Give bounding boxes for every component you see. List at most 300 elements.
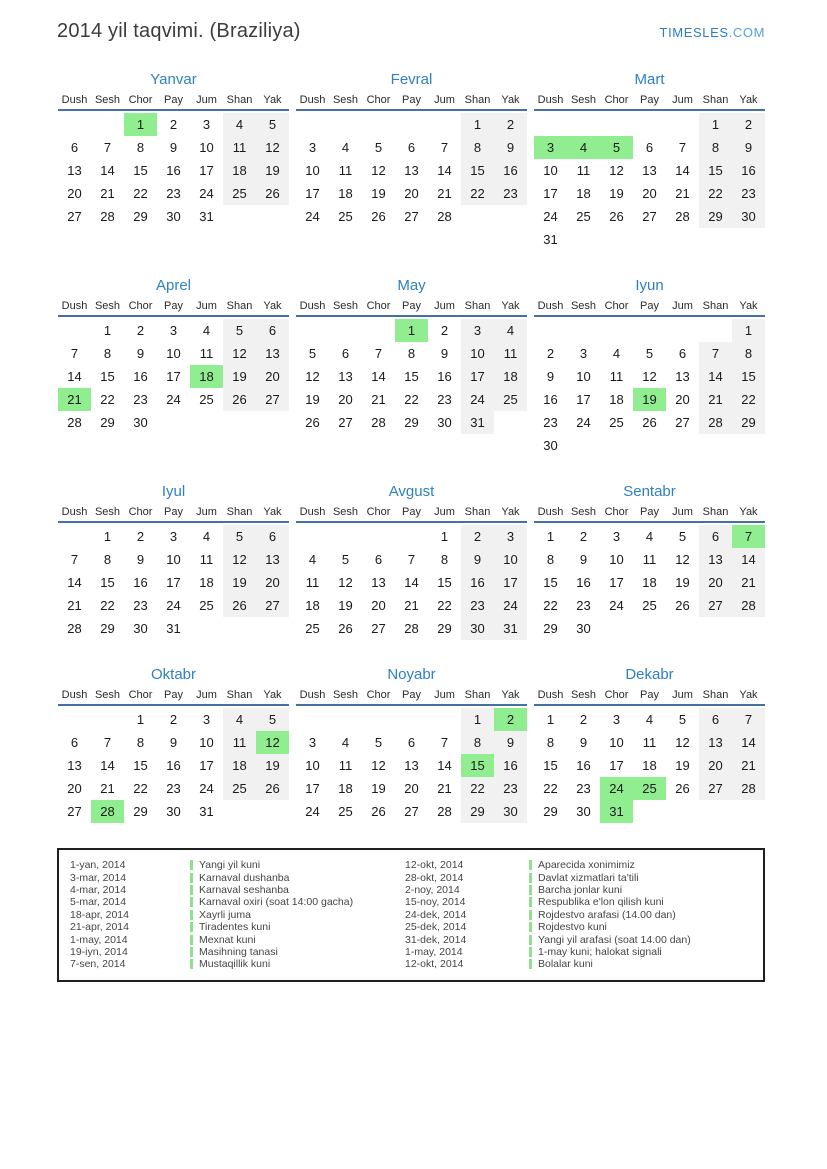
legend-date: 31-dek, 2014 bbox=[405, 933, 467, 946]
day-cell bbox=[91, 708, 124, 731]
day-cell bbox=[633, 617, 666, 640]
holiday-marker-icon bbox=[190, 860, 193, 870]
legend-label: Karnaval oxiri (soat 14:00 gacha) bbox=[199, 896, 354, 909]
weekday-label: Dush bbox=[299, 94, 326, 106]
day-cell: 3 bbox=[202, 712, 211, 727]
day-cell: 3 bbox=[169, 529, 178, 544]
day-cell: 5 bbox=[678, 529, 687, 544]
day-cell: 16 bbox=[166, 163, 181, 178]
day-cell: 22 bbox=[437, 598, 452, 613]
day-cell: 23 bbox=[576, 598, 591, 613]
day-cell: 18 bbox=[338, 186, 353, 201]
weekday-label: Dush bbox=[299, 506, 326, 518]
day-cell: 21 bbox=[404, 598, 419, 613]
day-cell: 7 bbox=[70, 552, 79, 567]
day-cell: 5 bbox=[678, 712, 687, 727]
holiday-day-cell: 25 bbox=[633, 777, 666, 800]
day-cell: 18 bbox=[609, 392, 624, 407]
days-grid bbox=[58, 708, 289, 823]
day-cell bbox=[699, 319, 732, 342]
day-cell: 10 bbox=[199, 140, 214, 155]
legend-date: 21-apr, 2014 bbox=[70, 921, 129, 934]
day-cell: 17 bbox=[305, 781, 320, 796]
day-cell: 26 bbox=[675, 598, 690, 613]
site-link[interactable] bbox=[660, 25, 765, 40]
legend-row bbox=[405, 859, 755, 871]
legend-row bbox=[405, 921, 755, 933]
weekday-label: Chor bbox=[604, 300, 629, 312]
day-cell: 14 bbox=[371, 369, 386, 384]
day-cell: 26 bbox=[338, 621, 353, 636]
day-cell: 2 bbox=[579, 712, 588, 727]
day-cell bbox=[157, 411, 190, 434]
day-cell bbox=[296, 708, 329, 731]
day-cell: 17 bbox=[461, 365, 494, 388]
weekday-label: Pay bbox=[402, 506, 421, 518]
day-cell bbox=[666, 617, 699, 640]
day-cell: 4 bbox=[645, 712, 654, 727]
weekday-label: Chor bbox=[366, 300, 391, 312]
legend-label: Rojdestvo kuni bbox=[538, 921, 607, 934]
day-cell: 26 bbox=[223, 594, 256, 617]
day-cell: 15 bbox=[732, 365, 765, 388]
day-cell: 20 bbox=[67, 186, 82, 201]
day-cell bbox=[600, 434, 633, 457]
day-cell: 3 bbox=[202, 117, 211, 132]
day-cell: 15 bbox=[133, 163, 148, 178]
day-cell: 7 bbox=[103, 735, 112, 750]
day-cell: 10 bbox=[494, 548, 527, 571]
day-cell: 6 bbox=[70, 140, 79, 155]
legend-label: Bolalar kuni bbox=[538, 958, 593, 971]
legend-date: 15-noy, 2014 bbox=[405, 896, 466, 909]
day-cell bbox=[732, 617, 765, 640]
day-cell: 1 bbox=[546, 529, 555, 544]
day-cell: 29 bbox=[461, 800, 494, 823]
legend-date: 18-apr, 2014 bbox=[70, 908, 129, 921]
day-cell bbox=[732, 228, 765, 251]
days-grid bbox=[296, 525, 527, 640]
day-cell: 29 bbox=[100, 621, 115, 636]
legend-column-right bbox=[405, 859, 755, 971]
holiday-day-cell: 31 bbox=[600, 800, 633, 823]
day-cell: 5 bbox=[256, 708, 289, 731]
day-cell: 7 bbox=[374, 346, 383, 361]
month-noyabr bbox=[296, 666, 527, 823]
weekday-label: Shan bbox=[464, 300, 491, 312]
day-cell: 5 bbox=[374, 140, 383, 155]
day-cell: 26 bbox=[305, 415, 320, 430]
day-cell: 16 bbox=[461, 571, 494, 594]
day-cell: 1 bbox=[461, 708, 494, 731]
legend-row bbox=[70, 946, 405, 958]
holiday-day-cell: 24 bbox=[600, 777, 633, 800]
day-cell bbox=[699, 228, 732, 251]
day-cell: 19 bbox=[371, 186, 386, 201]
weekday-label: Chor bbox=[604, 94, 629, 106]
holiday-legend bbox=[57, 848, 765, 982]
holiday-day-cell: 1 bbox=[395, 319, 428, 342]
day-cell: 4 bbox=[341, 140, 350, 155]
day-cell: 24 bbox=[305, 804, 320, 819]
day-cell: 23 bbox=[494, 182, 527, 205]
day-cell: 26 bbox=[223, 388, 256, 411]
day-cell: 6 bbox=[70, 735, 79, 750]
day-cell: 9 bbox=[440, 346, 449, 361]
day-cell: 19 bbox=[256, 754, 289, 777]
day-cell: 19 bbox=[305, 392, 320, 407]
day-cell: 24 bbox=[166, 598, 181, 613]
day-cell: 25 bbox=[223, 182, 256, 205]
day-cell: 31 bbox=[543, 232, 558, 247]
day-cell bbox=[190, 617, 223, 640]
day-cell: 4 bbox=[494, 319, 527, 342]
weekday-label: Sesh bbox=[94, 506, 121, 518]
day-cell: 13 bbox=[256, 548, 289, 571]
weekday-header-row bbox=[534, 300, 765, 317]
weekday-header-row bbox=[58, 689, 289, 706]
day-cell: 2 bbox=[136, 529, 145, 544]
day-cell: 1 bbox=[732, 319, 765, 342]
day-cell bbox=[58, 708, 91, 731]
day-cell bbox=[329, 525, 362, 548]
day-cell: 12 bbox=[305, 369, 320, 384]
day-cell: 1 bbox=[440, 529, 449, 544]
days-grid bbox=[296, 708, 527, 823]
legend-label: 1-may kuni; halokat signali bbox=[538, 945, 662, 958]
legend-label: Yangi yil kuni bbox=[199, 859, 261, 872]
month-title: Iyul bbox=[161, 483, 186, 500]
day-cell: 27 bbox=[699, 594, 732, 617]
weekday-label: Shan bbox=[226, 94, 253, 106]
legend-date: 24-dek, 2014 bbox=[405, 908, 467, 921]
day-cell: 7 bbox=[699, 342, 732, 365]
day-cell: 4 bbox=[308, 552, 317, 567]
holiday-day-cell: 2 bbox=[494, 708, 527, 731]
day-cell: 11 bbox=[223, 731, 256, 754]
day-cell: 26 bbox=[256, 777, 289, 800]
day-cell bbox=[699, 434, 732, 457]
month-title: Mart bbox=[634, 71, 665, 88]
weekday-label: Pay bbox=[164, 506, 183, 518]
day-cell: 17 bbox=[494, 571, 527, 594]
day-cell: 2 bbox=[579, 529, 588, 544]
day-cell: 2 bbox=[461, 525, 494, 548]
holiday-marker-icon bbox=[529, 873, 532, 883]
day-cell bbox=[296, 113, 329, 136]
day-cell: 20 bbox=[338, 392, 353, 407]
weekday-label: Yak bbox=[501, 506, 520, 518]
day-cell: 4 bbox=[223, 113, 256, 136]
weekday-label: Shan bbox=[464, 94, 491, 106]
day-cell: 20 bbox=[404, 186, 419, 201]
day-cell: 5 bbox=[256, 113, 289, 136]
day-cell: 17 bbox=[166, 369, 181, 384]
day-cell: 24 bbox=[494, 594, 527, 617]
day-cell: 18 bbox=[642, 758, 657, 773]
day-cell: 27 bbox=[256, 388, 289, 411]
day-cell: 7 bbox=[407, 552, 416, 567]
day-cell: 24 bbox=[199, 781, 214, 796]
day-cell: 22 bbox=[543, 781, 558, 796]
day-cell: 5 bbox=[308, 346, 317, 361]
day-cell: 21 bbox=[100, 186, 115, 201]
weekday-label: Chor bbox=[604, 689, 629, 701]
day-cell: 25 bbox=[609, 415, 624, 430]
day-cell: 13 bbox=[256, 342, 289, 365]
day-cell: 25 bbox=[223, 777, 256, 800]
weekday-label: Jum bbox=[434, 506, 455, 518]
month-title: Oktabr bbox=[150, 666, 196, 683]
weekday-label: Jum bbox=[672, 300, 693, 312]
legend-date: 12-okt, 2014 bbox=[405, 958, 464, 971]
weekday-label: Shan bbox=[702, 506, 729, 518]
day-cell: 18 bbox=[305, 598, 320, 613]
day-cell bbox=[567, 319, 600, 342]
day-cell bbox=[329, 113, 362, 136]
day-cell: 23 bbox=[133, 598, 148, 613]
day-cell: 12 bbox=[256, 136, 289, 159]
weekday-label: Dush bbox=[537, 506, 564, 518]
legend-row bbox=[70, 871, 405, 883]
legend-label: Barcha jonlar kuni bbox=[538, 883, 623, 896]
legend-label: Masihning tanasi bbox=[199, 945, 278, 958]
day-cell: 14 bbox=[404, 575, 419, 590]
day-cell: 1 bbox=[136, 712, 145, 727]
weekday-header-row bbox=[534, 506, 765, 523]
day-cell: 27 bbox=[699, 777, 732, 800]
day-cell: 28 bbox=[437, 804, 452, 819]
day-cell: 23 bbox=[494, 777, 527, 800]
weekday-label: Pay bbox=[164, 300, 183, 312]
holiday-marker-icon bbox=[529, 910, 532, 920]
day-cell: 3 bbox=[461, 319, 494, 342]
legend-row bbox=[70, 921, 405, 933]
day-cell: 29 bbox=[133, 804, 148, 819]
day-cell: 8 bbox=[407, 346, 416, 361]
page-header bbox=[0, 0, 827, 43]
weekday-label: Jum bbox=[196, 300, 217, 312]
weekday-label: Jum bbox=[434, 300, 455, 312]
month-title: Dekabr bbox=[625, 666, 674, 683]
legend-row bbox=[405, 946, 755, 958]
day-cell: 17 bbox=[609, 575, 624, 590]
site-link-tld: .COM bbox=[728, 25, 765, 40]
weekday-label: Jum bbox=[196, 506, 217, 518]
weekday-label: Yak bbox=[739, 506, 758, 518]
weekday-header-row bbox=[296, 689, 527, 706]
day-cell: 16 bbox=[494, 754, 527, 777]
day-cell: 13 bbox=[404, 758, 419, 773]
day-cell bbox=[256, 617, 289, 640]
day-cell bbox=[395, 113, 428, 136]
day-cell: 13 bbox=[404, 163, 419, 178]
weekday-label: Sesh bbox=[94, 94, 121, 106]
day-cell: 22 bbox=[461, 182, 494, 205]
day-cell: 10 bbox=[166, 552, 181, 567]
day-cell: 27 bbox=[404, 804, 419, 819]
weekday-label: Sesh bbox=[570, 506, 597, 518]
weekday-label: Jum bbox=[434, 94, 455, 106]
legend-row bbox=[70, 958, 405, 970]
day-cell: 18 bbox=[338, 781, 353, 796]
weekday-label: Pay bbox=[640, 506, 659, 518]
day-cell: 16 bbox=[576, 575, 591, 590]
weekday-label: Chor bbox=[366, 506, 391, 518]
day-cell bbox=[633, 113, 666, 136]
legend-label: Mexnat kuni bbox=[199, 933, 256, 946]
day-cell: 9 bbox=[136, 346, 145, 361]
weekday-label: Sesh bbox=[570, 94, 597, 106]
weekday-label: Dush bbox=[537, 94, 564, 106]
day-cell: 15 bbox=[461, 159, 494, 182]
day-cell: 13 bbox=[642, 163, 657, 178]
day-cell: 15 bbox=[543, 575, 558, 590]
day-cell: 12 bbox=[675, 735, 690, 750]
day-cell: 8 bbox=[103, 346, 112, 361]
holiday-marker-icon bbox=[190, 885, 193, 895]
day-cell: 15 bbox=[100, 575, 115, 590]
day-cell: 25 bbox=[199, 598, 214, 613]
weekday-label: Shan bbox=[226, 506, 253, 518]
day-cell: 24 bbox=[166, 392, 181, 407]
day-cell: 28 bbox=[675, 209, 690, 224]
weekday-label: Jum bbox=[434, 689, 455, 701]
month-fevral bbox=[296, 71, 527, 228]
day-cell: 28 bbox=[67, 621, 82, 636]
day-cell: 7 bbox=[732, 708, 765, 731]
days-grid bbox=[58, 113, 289, 228]
day-cell: 6 bbox=[699, 525, 732, 548]
day-cell: 17 bbox=[305, 186, 320, 201]
weekday-label: Yak bbox=[501, 689, 520, 701]
day-cell: 8 bbox=[546, 735, 555, 750]
legend-label: Mustaqillik kuni bbox=[199, 958, 271, 971]
day-cell: 24 bbox=[461, 388, 494, 411]
weekday-header-row bbox=[534, 689, 765, 706]
day-cell: 2 bbox=[169, 117, 178, 132]
day-cell: 11 bbox=[576, 163, 591, 178]
day-cell: 9 bbox=[494, 136, 527, 159]
legend-date: 1-may, 2014 bbox=[70, 933, 128, 946]
day-cell: 14 bbox=[675, 163, 690, 178]
holiday-marker-icon bbox=[190, 910, 193, 920]
holiday-day-cell: 12 bbox=[256, 731, 289, 754]
day-cell bbox=[190, 411, 223, 434]
day-cell: 16 bbox=[732, 159, 765, 182]
day-cell: 17 bbox=[199, 758, 214, 773]
legend-label: Rojdestvo arafasi (14.00 dan) bbox=[538, 908, 676, 921]
day-cell: 3 bbox=[579, 346, 588, 361]
day-cell: 16 bbox=[543, 392, 558, 407]
day-cell: 16 bbox=[133, 369, 148, 384]
day-cell bbox=[600, 617, 633, 640]
holiday-day-cell: 19 bbox=[633, 388, 666, 411]
holiday-marker-icon bbox=[190, 935, 193, 945]
day-cell bbox=[666, 319, 699, 342]
day-cell: 8 bbox=[699, 136, 732, 159]
day-cell: 27 bbox=[67, 209, 82, 224]
day-cell bbox=[362, 319, 395, 342]
day-cell: 3 bbox=[169, 323, 178, 338]
holiday-day-cell: 28 bbox=[91, 800, 124, 823]
day-cell: 4 bbox=[202, 323, 211, 338]
day-cell: 29 bbox=[699, 205, 732, 228]
day-cell: 24 bbox=[543, 209, 558, 224]
day-cell: 2 bbox=[494, 113, 527, 136]
weekday-label: Sesh bbox=[332, 94, 359, 106]
weekday-label: Pay bbox=[402, 689, 421, 701]
weekday-label: Pay bbox=[402, 94, 421, 106]
day-cell: 16 bbox=[576, 758, 591, 773]
weekday-header-row bbox=[296, 94, 527, 111]
legend-row bbox=[405, 909, 755, 921]
month-title: Noyabr bbox=[387, 666, 436, 683]
month-may bbox=[296, 277, 527, 434]
legend-date: 5-mar, 2014 bbox=[70, 896, 127, 909]
day-cell: 14 bbox=[699, 365, 732, 388]
month-mart bbox=[534, 71, 765, 251]
day-cell: 1 bbox=[103, 529, 112, 544]
day-cell bbox=[296, 525, 329, 548]
day-cell: 2 bbox=[732, 113, 765, 136]
day-cell: 10 bbox=[461, 342, 494, 365]
weekday-label: Yak bbox=[739, 94, 758, 106]
weekday-header-row bbox=[58, 94, 289, 111]
weekday-label: Shan bbox=[464, 689, 491, 701]
day-cell: 4 bbox=[202, 529, 211, 544]
day-cell: 2 bbox=[546, 346, 555, 361]
legend-row bbox=[405, 871, 755, 883]
day-cell: 7 bbox=[440, 140, 449, 155]
day-cell: 14 bbox=[100, 758, 115, 773]
month-title: Iyun bbox=[635, 277, 664, 294]
day-cell: 19 bbox=[223, 365, 256, 388]
day-cell bbox=[534, 113, 567, 136]
day-cell: 9 bbox=[579, 552, 588, 567]
day-cell: 21 bbox=[67, 598, 82, 613]
weekday-label: Chor bbox=[366, 689, 391, 701]
weekday-label: Yak bbox=[263, 300, 282, 312]
day-cell: 7 bbox=[440, 735, 449, 750]
days-grid bbox=[296, 319, 527, 434]
day-cell: 17 bbox=[609, 758, 624, 773]
weekday-label: Dush bbox=[299, 689, 326, 701]
legend-label: Xayrli juma bbox=[199, 908, 251, 921]
weekday-label: Pay bbox=[640, 94, 659, 106]
day-cell: 23 bbox=[437, 392, 452, 407]
day-cell: 24 bbox=[609, 598, 624, 613]
day-cell: 30 bbox=[133, 415, 148, 430]
day-cell: 22 bbox=[133, 186, 148, 201]
day-cell: 29 bbox=[543, 804, 558, 819]
day-cell: 29 bbox=[437, 621, 452, 636]
day-cell: 21 bbox=[699, 388, 732, 411]
holiday-marker-icon bbox=[190, 959, 193, 969]
day-cell: 28 bbox=[371, 415, 386, 430]
month-yanvar bbox=[58, 71, 289, 228]
day-cell: 15 bbox=[404, 369, 419, 384]
day-cell: 30 bbox=[732, 205, 765, 228]
holiday-day-cell: 5 bbox=[600, 136, 633, 159]
day-cell: 9 bbox=[579, 735, 588, 750]
day-cell: 21 bbox=[437, 186, 452, 201]
days-grid bbox=[296, 113, 527, 228]
legend-row bbox=[405, 933, 755, 945]
weekday-label: Chor bbox=[128, 300, 153, 312]
day-cell: 11 bbox=[338, 758, 353, 773]
weekday-label: Pay bbox=[640, 689, 659, 701]
